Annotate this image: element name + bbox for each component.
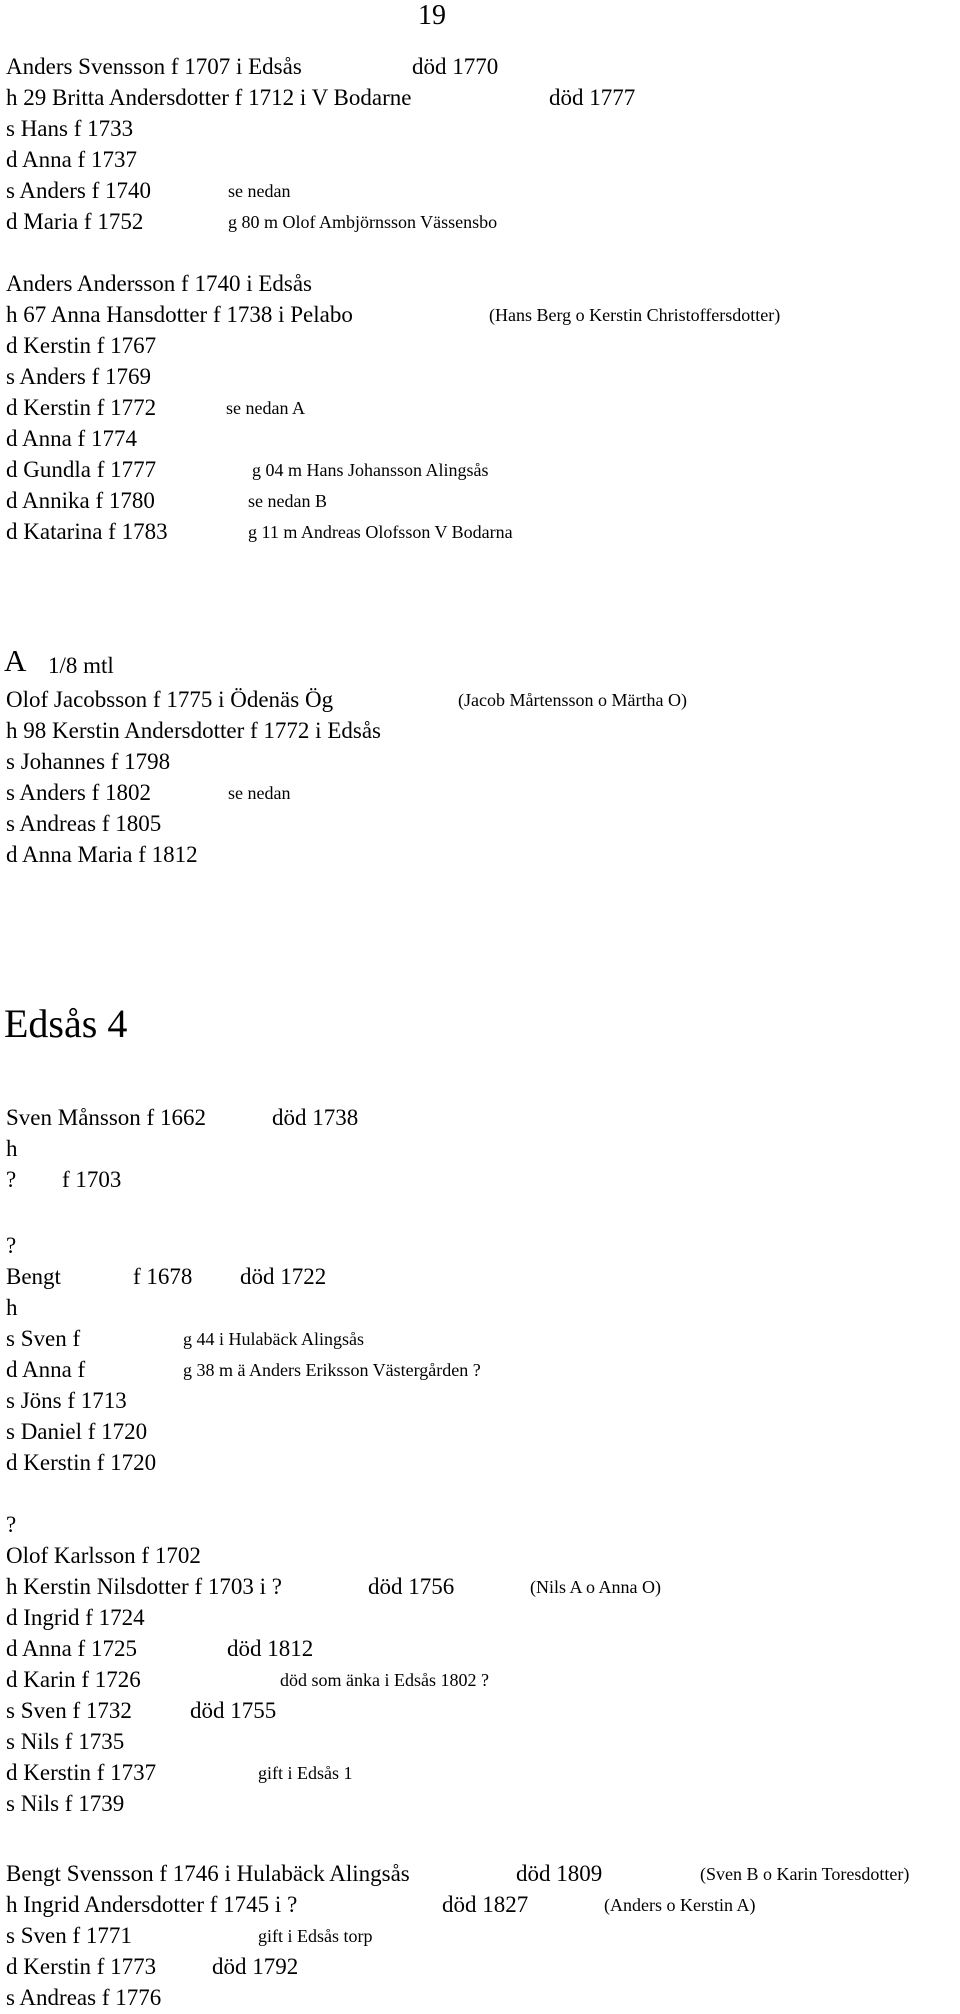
line-note: död som änka i Edsås 1802 ? (280, 1670, 489, 1690)
section-heading: Edsås 4 (4, 1001, 128, 1046)
line-text: s Andreas f 1805 (6, 811, 162, 836)
line-note: (Anders o Kerstin A) (604, 1895, 756, 1915)
line-text: s Anders f 1802 (6, 780, 152, 805)
line-note: se nedan A (226, 398, 305, 418)
line-text: d Kerstin f 1720 (6, 1450, 157, 1475)
line-note: g 04 m Hans Johansson Alingsås (252, 460, 489, 480)
line-text: död 1812 (227, 1636, 314, 1661)
line-note: g 38 m ä Anders Eriksson Västergården ? (183, 1360, 481, 1380)
section-letter: A (4, 643, 27, 678)
line-text: d Anna f 1774 (6, 426, 137, 451)
line-text: s Sven f 1771 (6, 1923, 132, 1948)
line-text: d Kerstin f 1772 (6, 395, 157, 420)
line-text: h 67 Anna Hansdotter f 1738 i Pelabo (6, 302, 353, 327)
line-text: s Andreas f 1776 (6, 1985, 162, 2010)
line-text: s Sven f (6, 1326, 81, 1351)
line-text: s Sven f 1732 (6, 1698, 132, 1723)
line-text: d Kerstin f 1737 (6, 1760, 157, 1785)
line-text: f 1678 (133, 1264, 193, 1289)
line-text: d Ingrid f 1724 (6, 1605, 145, 1630)
line-text: ? (6, 1167, 17, 1192)
line-note: se nedan B (248, 491, 327, 511)
line-text: h 29 Britta Andersdotter f 1712 i V Bodarne (6, 85, 412, 110)
line-text: d Anna f 1725 (6, 1636, 137, 1661)
line-note: g 44 i Hulabäck Alingsås (183, 1329, 364, 1349)
line-text: d Katarina f 1783 (6, 519, 168, 544)
line-text: Bengt (6, 1264, 61, 1289)
line-text: 1/8 mtl (48, 653, 114, 678)
line-note: gift i Edsås 1 (258, 1763, 353, 1783)
line-text: s Hans f 1733 (6, 116, 134, 141)
line-note: se nedan (228, 783, 291, 803)
line-text: d Anna f 1737 (6, 147, 137, 172)
line-text: s Nils f 1739 (6, 1791, 125, 1816)
line-text: död 1809 (516, 1861, 603, 1886)
line-text: Sven Månsson f 1662 (6, 1105, 206, 1130)
line-text: h Ingrid Andersdotter f 1745 i ? (6, 1892, 298, 1917)
line-text: d Kerstin f 1767 (6, 333, 157, 358)
line-text: h (6, 1295, 18, 1320)
line-text: död 1722 (240, 1264, 327, 1289)
line-note: gift i Edsås torp (258, 1926, 373, 1946)
line-text: d Anna f (6, 1357, 86, 1382)
line-text: s Daniel f 1720 (6, 1419, 148, 1444)
line-note: (Nils A o Anna O) (530, 1577, 662, 1597)
line-text: död 1738 (272, 1105, 359, 1130)
line-text: s Anders f 1740 (6, 178, 152, 203)
line-text: d Anna Maria f 1812 (6, 842, 198, 867)
page-number: 19 (418, 0, 446, 31)
line-text: h Kerstin Nilsdotter f 1703 i ? (6, 1574, 282, 1599)
line-note: se nedan (228, 181, 291, 201)
line-text: d Kerstin f 1773 (6, 1954, 157, 1979)
line-note: (Sven B o Karin Toresdotter) (700, 1864, 910, 1884)
line-text: Anders Svensson f 1707 i Edsås (6, 54, 302, 79)
line-text: död 1770 (412, 54, 499, 79)
line-text: f 1703 (62, 1167, 122, 1192)
line-text: s Johannes f 1798 (6, 749, 171, 774)
line-text: s Anders f 1769 (6, 364, 152, 389)
line-note: g 11 m Andreas Olofsson V Bodarna (248, 522, 513, 542)
line-text: död 1755 (190, 1698, 277, 1723)
line-text: d Gundla f 1777 (6, 457, 157, 482)
line-text: ? (6, 1512, 17, 1537)
line-text: död 1777 (549, 85, 636, 110)
line-text: död 1792 (212, 1954, 299, 1979)
line-text: Olof Karlsson f 1702 (6, 1543, 201, 1568)
line-text: d Annika f 1780 (6, 488, 155, 513)
line-note: (Jacob Mårtensson o Märtha O) (458, 690, 687, 710)
line-text: d Karin f 1726 (6, 1667, 141, 1692)
line-text: Bengt Svensson f 1746 i Hulabäck Alingsås (6, 1861, 410, 1886)
line-text: h 98 Kerstin Andersdotter f 1772 i Edsås (6, 718, 381, 743)
line-note: (Hans Berg o Kerstin Christoffersdotter) (489, 305, 781, 325)
line-text: Olof Jacobsson f 1775 i Ödenäs Ög (6, 687, 334, 712)
line-note: g 80 m Olof Ambjörnsson Vässensbo (228, 212, 498, 232)
line-text: s Nils f 1735 (6, 1729, 125, 1754)
line-text: död 1827 (442, 1892, 529, 1917)
line-text: h (6, 1136, 18, 1161)
line-text: s Jöns f 1713 (6, 1388, 127, 1413)
line-text: död 1756 (368, 1574, 455, 1599)
line-text: d Maria f 1752 (6, 209, 144, 234)
line-text: ? (6, 1233, 17, 1258)
line-text: Anders Andersson f 1740 i Edsås (6, 271, 312, 296)
